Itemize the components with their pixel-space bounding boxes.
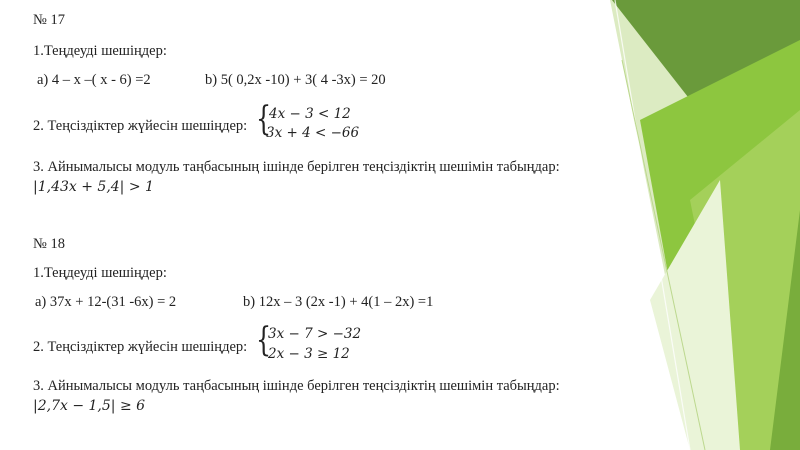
problem-18-task2-heading: 2. Теңсіздіктер жүйесін шешіңдер: <box>33 339 248 355</box>
problem-18-equation-b: b) 12х – 3 (2х -1) + 4(1 – 2х) =1 <box>243 294 434 310</box>
problem-17-task3-heading: 3. Айнымалысы модуль таңбасының ішінде берілген теңсіздіктің шешімін табыңдар: <box>33 159 560 175</box>
problem-18-modulus-inequality: |2,7𝑥 − 1,5| ≥ 6 <box>33 398 146 414</box>
problem-18-task1-heading: 1.Теңдеуді шешіңдер: <box>33 265 167 281</box>
problem-17-modulus-inequality: |1,43𝑥 + 5,4| > 1 <box>33 179 154 195</box>
system-brace-18: { <box>256 320 272 360</box>
problem-17-number: № 17 <box>33 12 65 28</box>
problem-17-equation-a: а) 4 – х –( х - 6) =2 <box>37 72 151 88</box>
system-brace-17: { <box>256 99 272 139</box>
problem-17-equation-b: b) 5( 0,2х -10) + 3( 4 -3х) = 20 <box>205 72 386 88</box>
problem-17-system-line-2: 3𝑥 + 4 < −66 <box>266 125 360 141</box>
problem-17-task1-heading: 1.Теңдеуді шешіңдер: <box>33 43 167 59</box>
problem-17-system-line-1: 4𝑥 − 3 < 12 <box>269 106 351 122</box>
problem-17-task2-heading: 2. Теңсіздіктер жүйесін шешіңдер: <box>33 118 248 134</box>
problem-18-equation-a: а) 37х + 12-(31 -6х) = 2 <box>35 294 177 310</box>
problem-18-system-line-1: 3𝑥 − 7 > −32 <box>268 326 362 342</box>
problem-18-system-line-2: 2𝑥 − 3 ≥ 12 <box>268 346 350 362</box>
problem-18-number: № 18 <box>33 236 65 252</box>
problem-18-task3-heading: 3. Айнымалысы модуль таңбасының ішінде берілген теңсіздіктің шешімін табыңдар: <box>33 378 560 394</box>
